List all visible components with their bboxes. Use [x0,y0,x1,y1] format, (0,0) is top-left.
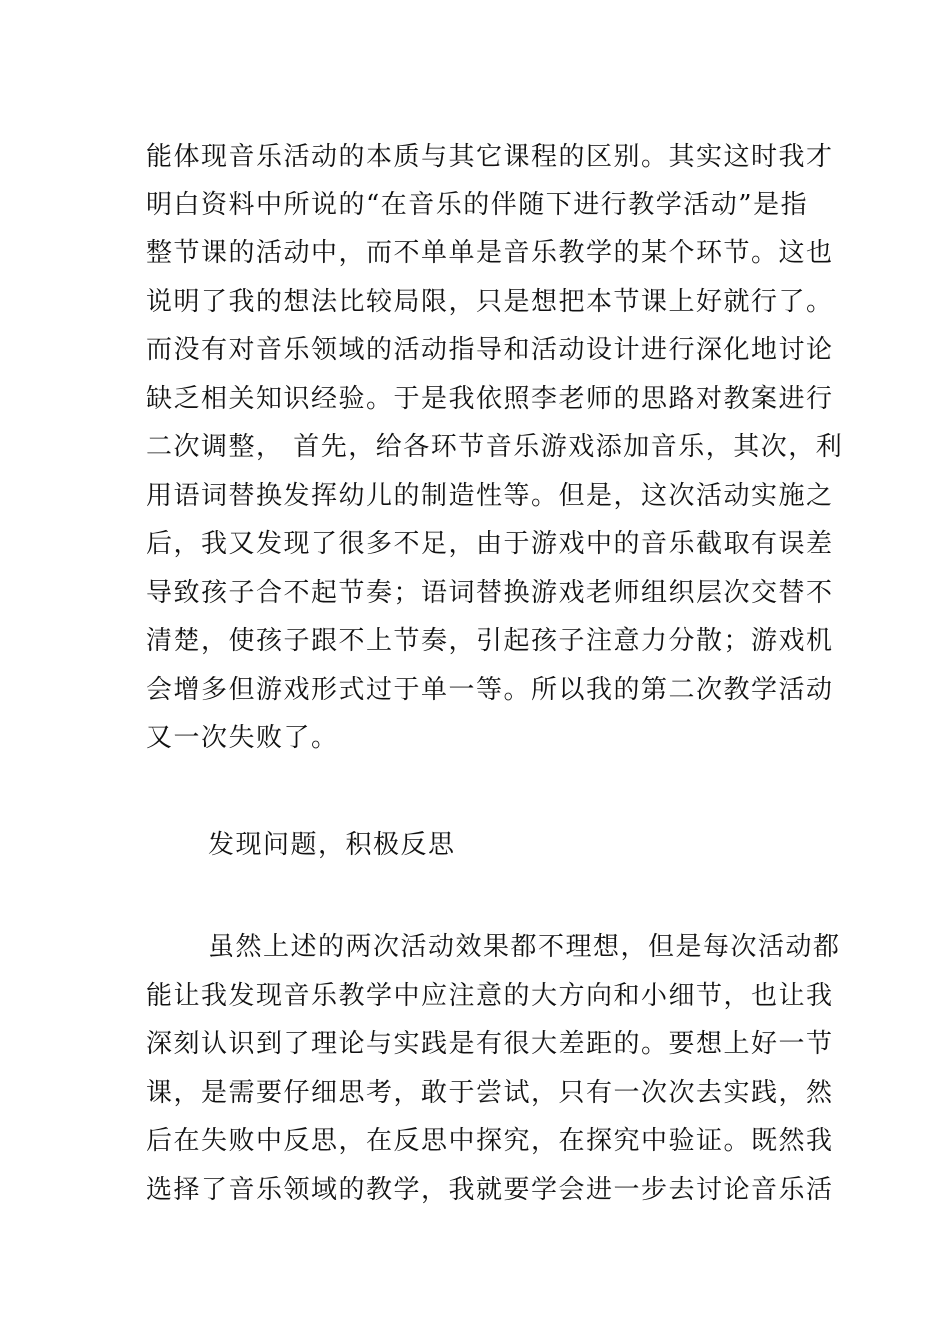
paragraph-1-line-8: 用语词替换发挥幼儿的制造性等。但是，这次活动实施之 [146,481,834,511]
paragraph-2-line-3: 深刻认识到了理论与实践是有很大差距的。要想上好一节 [146,1029,834,1059]
paragraph-1-line-2: 明白资料中所说的“在音乐的伴随下进行教学活动”是指 [146,190,809,220]
paragraph-1-line-11: 清楚，使孩子跟不上节奏，引起孩子注意力分散；游戏机 [146,626,834,656]
paragraph-1-line-13: 又一次失败了。 [146,723,339,753]
paragraph-1-line-10: 导致孩子合不起节奏；语词替换游戏老师组织层次交替不 [146,578,834,608]
section-heading: 发现问题，积极反思 [208,830,456,860]
paragraph-1-line-9: 后，我又发现了很多不足，由于游戏中的音乐截取有误差 [146,529,834,559]
paragraph-1-line-5: 而没有对音乐领域的活动指导和活动设计进行深化地讨论 [146,335,834,365]
paragraph-1-line-12: 会增多但游戏形式过于单一等。所以我的第二次教学活动 [146,675,834,705]
paragraph-2-line-1: 虽然上述的两次活动效果都不理想，但是每次活动都 [208,932,841,962]
paragraph-1-line-6: 缺乏相关知识经验。于是我依照李老师的思路对教案进行 [146,384,834,414]
paragraph-1-line-3: 整节课的活动中，而不单单是音乐教学的某个环节。这也 [146,238,834,268]
paragraph-2-line-2: 能让我发现音乐教学中应注意的大方向和小细节，也让我 [146,981,834,1011]
paragraph-2-line-5: 后在失败中反思，在反思中探究，在探究中验证。既然我 [146,1126,834,1156]
paragraph-2-line-6: 选择了音乐领域的教学，我就要学会进一步去讨论音乐活 [146,1175,834,1205]
paragraph-2-line-4: 课，是需要仔细思考，敢于尝试，只有一次次去实践，然 [146,1078,834,1108]
paragraph-1-line-1: 能体现音乐活动的本质与其它课程的区别。其实这时我才 [146,142,834,172]
paragraph-1-line-7: 二次调整， 首先，给各环节音乐游戏添加音乐，其次，利 [146,432,844,462]
paragraph-1-line-4: 说明了我的想法比较局限，只是想把本节课上好就行了。 [146,287,834,317]
